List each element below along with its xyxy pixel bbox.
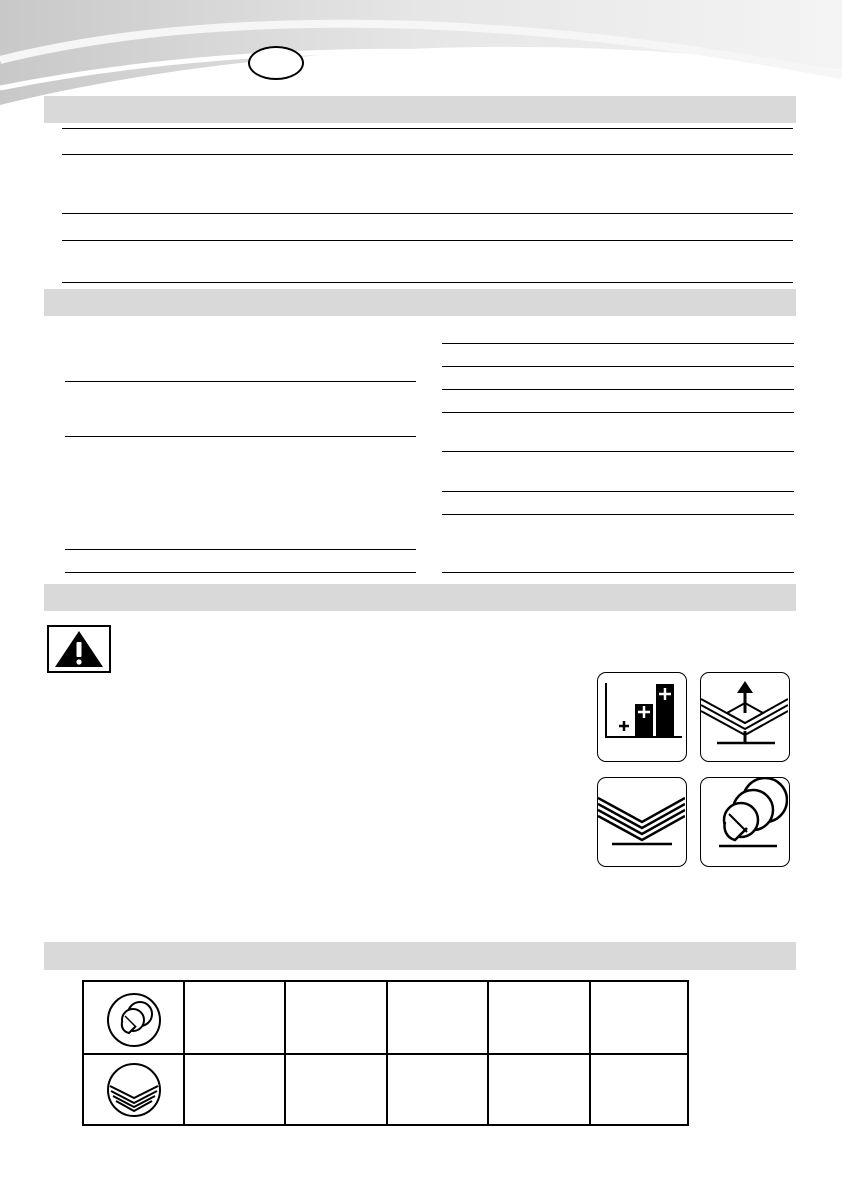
- section-1-header: [44, 96, 796, 123]
- right-row-divider: [442, 491, 794, 492]
- left-row-divider: [65, 572, 416, 573]
- paper-stack-icon: [106, 1062, 162, 1123]
- section-4-header: [44, 942, 796, 970]
- left-row-divider: [65, 381, 416, 382]
- laminating-roller-icon: [700, 777, 790, 867]
- specifications-table: [82, 980, 689, 1126]
- row-divider: [62, 240, 793, 241]
- capacity-steps-icon: [597, 672, 687, 762]
- header-wave: [0, 0, 842, 110]
- row-divider: [62, 213, 793, 214]
- right-row-divider: [442, 389, 794, 390]
- section-2-header: [44, 289, 796, 316]
- right-row-divider: [442, 366, 794, 367]
- row-divider: [62, 128, 793, 129]
- right-row-divider: [442, 343, 794, 344]
- table-col-divider: [284, 982, 286, 1124]
- right-row-divider: [442, 572, 794, 573]
- roller-icon: [106, 992, 162, 1053]
- left-row-divider: [65, 549, 416, 550]
- right-row-divider: [442, 412, 794, 413]
- table-col-divider: [487, 982, 489, 1124]
- paper-stack-icon: [597, 777, 687, 867]
- row-divider: [62, 154, 793, 155]
- section-3-header: [44, 584, 796, 611]
- right-row-divider: [442, 514, 794, 515]
- left-row-divider: [65, 436, 416, 437]
- warning-triangle-icon: [47, 625, 111, 673]
- single-sheet-insert-icon: [700, 672, 790, 762]
- right-row-divider: [442, 451, 794, 452]
- language-badge: [248, 46, 304, 80]
- table-col-divider: [386, 982, 388, 1124]
- table-col-divider: [589, 982, 591, 1124]
- row-divider: [62, 282, 793, 283]
- table-col-divider: [183, 982, 185, 1124]
